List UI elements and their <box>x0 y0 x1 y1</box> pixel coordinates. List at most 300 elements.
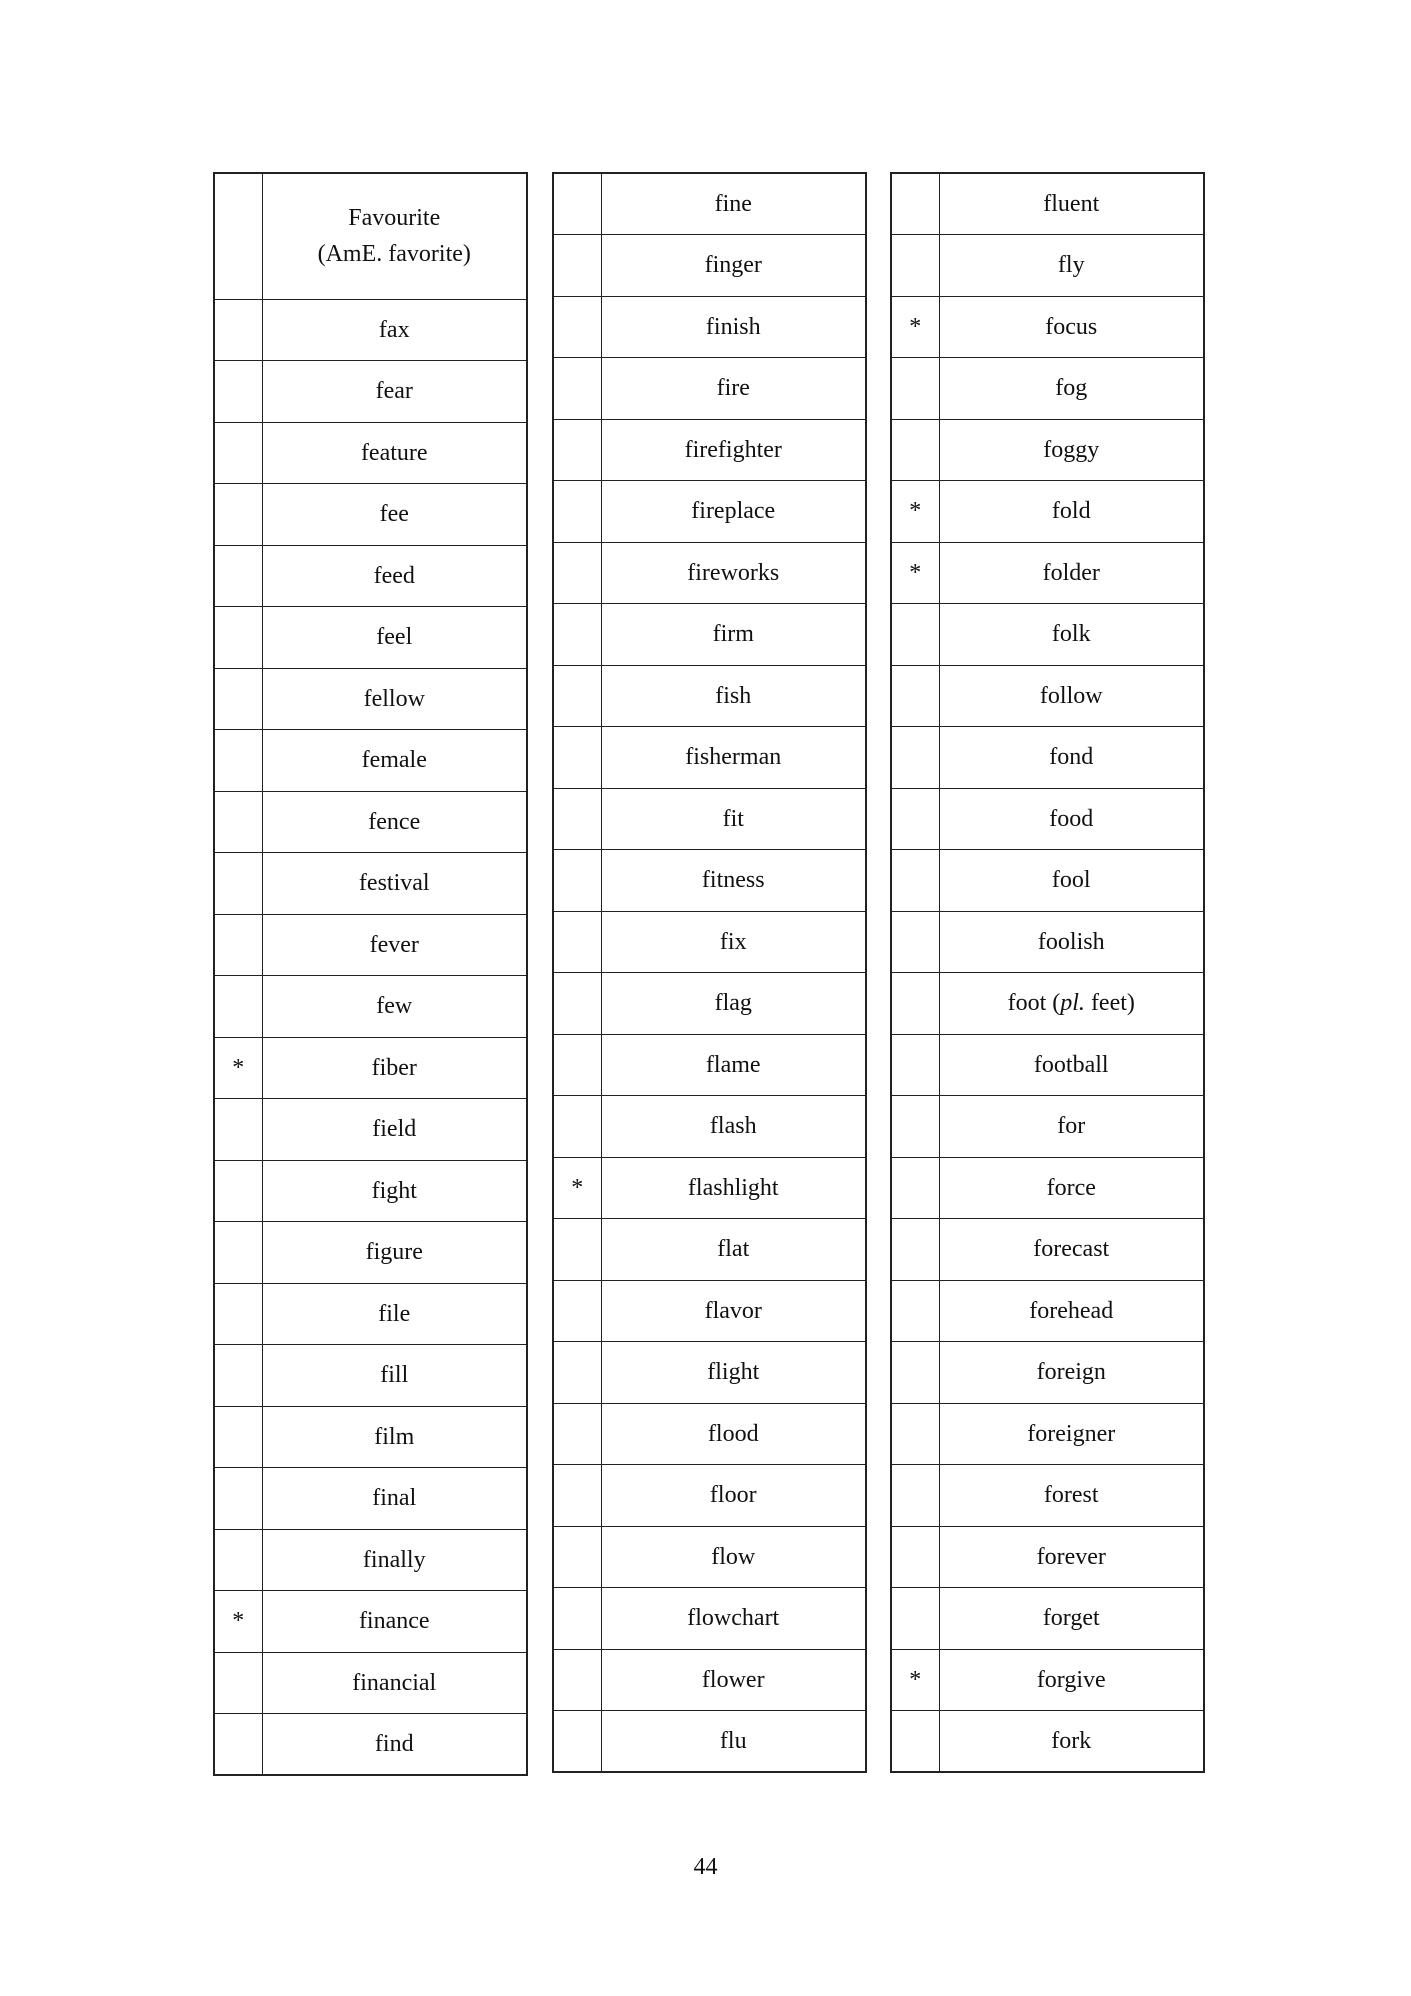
word-text: figure <box>365 1239 423 1266</box>
word-text: forgive <box>1036 1666 1106 1693</box>
word-cell <box>601 1403 866 1465</box>
star-mark-cell <box>891 788 939 850</box>
word-text: field <box>372 1116 417 1143</box>
table-row <box>214 607 527 669</box>
table-row <box>214 1345 527 1407</box>
star-mark-cell <box>553 1465 601 1527</box>
star-mark-cell <box>891 911 939 973</box>
star-mark-cell <box>891 727 939 789</box>
table-row <box>553 911 866 973</box>
word-cell <box>262 853 527 915</box>
word-text: fluent <box>1043 191 1100 217</box>
word-cell <box>939 1342 1204 1404</box>
star-mark-cell <box>214 1160 262 1222</box>
table-row <box>553 788 866 850</box>
word-cell <box>939 1465 1204 1527</box>
word-text: fee <box>379 501 409 528</box>
table-row <box>891 973 1204 1035</box>
word-cell <box>939 1588 1204 1650</box>
word-text: flash <box>709 1113 757 1140</box>
word-cell <box>601 604 866 666</box>
word-text: firefighter <box>684 436 782 463</box>
word-cell <box>939 727 1204 789</box>
star-mark-cell <box>553 296 601 358</box>
table-row <box>214 1160 527 1222</box>
word-cell <box>262 173 527 299</box>
star-mark-cell <box>214 1222 262 1284</box>
table-row <box>891 1342 1204 1404</box>
word-text: flu <box>719 1728 747 1754</box>
word-cell <box>262 545 527 607</box>
word-cell <box>939 911 1204 973</box>
word-cell <box>262 1037 527 1099</box>
table-row <box>891 173 1204 235</box>
word-text: foolish <box>1037 928 1105 955</box>
star-mark-cell <box>214 1406 262 1468</box>
word-cell <box>939 481 1204 543</box>
star-mark-cell <box>891 665 939 727</box>
table-row <box>891 1526 1204 1588</box>
star-mark-cell <box>553 419 601 481</box>
star-mark-cell <box>553 481 601 543</box>
table-row <box>553 235 866 297</box>
word-cell <box>601 850 866 912</box>
star-mark-cell <box>553 1096 601 1158</box>
word-text: few <box>376 993 413 1020</box>
word-text: fear <box>375 378 413 405</box>
word-table-column-1 <box>213 172 528 1776</box>
star-mark-cell <box>553 911 601 973</box>
word-cell <box>601 1711 866 1773</box>
table-row <box>214 1283 527 1345</box>
table-row <box>553 1526 866 1588</box>
star-mark-cell <box>891 1465 939 1527</box>
word-cell <box>601 911 866 973</box>
table-row <box>891 358 1204 420</box>
word-text: fever <box>369 931 419 958</box>
table-row <box>553 419 866 481</box>
table-row <box>891 1096 1204 1158</box>
word-cell <box>601 1465 866 1527</box>
star-mark-cell <box>214 1529 262 1591</box>
word-text: fix <box>719 928 747 955</box>
word-note-italic: pl. <box>1060 990 1085 1017</box>
word-text: flower <box>701 1666 765 1693</box>
word-text: for <box>1057 1113 1086 1140</box>
word-text: focus <box>1045 313 1098 340</box>
word-text: final <box>372 1485 417 1512</box>
table-row <box>553 1034 866 1096</box>
word-cell <box>601 235 866 297</box>
word-cell <box>262 607 527 669</box>
word-cell <box>601 1280 866 1342</box>
star-mark-cell <box>214 1099 262 1161</box>
star-mark-cell <box>214 976 262 1038</box>
word-table-column-2 <box>552 172 867 1773</box>
word-text: finance <box>358 1608 430 1635</box>
table-row <box>891 1034 1204 1096</box>
word-cell <box>601 419 866 481</box>
word-text: fiber <box>371 1054 417 1081</box>
word-text: fight <box>371 1177 417 1204</box>
word-cell <box>601 542 866 604</box>
word-text: firm <box>712 621 754 648</box>
word-cell: foot (pl. feet) <box>939 973 1204 1035</box>
word-text: floor <box>709 1482 757 1509</box>
star-mark-cell <box>891 973 939 1035</box>
table-row <box>553 1157 866 1219</box>
table-row <box>891 1711 1204 1773</box>
table-row <box>553 1403 866 1465</box>
word-table-body <box>553 173 866 1772</box>
word-cell <box>262 1160 527 1222</box>
table-row <box>891 604 1204 666</box>
table-row <box>553 173 866 235</box>
word-cell <box>939 1526 1204 1588</box>
star-mark-cell <box>553 1342 601 1404</box>
table-row <box>553 1096 866 1158</box>
word-text: flowchart <box>687 1605 780 1632</box>
star-mark-cell <box>891 1157 939 1219</box>
word-text: flashlight <box>687 1174 779 1201</box>
word-text: finally <box>362 1546 426 1573</box>
word-cell <box>939 1403 1204 1465</box>
word-cell <box>601 173 866 235</box>
word-text-line2: (AmE. favorite) <box>317 241 471 268</box>
star-mark-cell <box>214 914 262 976</box>
table-row <box>891 481 1204 543</box>
word-text: fool <box>1051 867 1091 894</box>
word-text: fellow <box>363 685 425 712</box>
star-mark-cell <box>553 973 601 1035</box>
word-cell <box>601 1526 866 1588</box>
word-cell <box>601 788 866 850</box>
table-row <box>553 1280 866 1342</box>
word-cell <box>939 1280 1204 1342</box>
star-mark-cell <box>553 1526 601 1588</box>
word-cell <box>262 1591 527 1653</box>
table-row <box>214 1099 527 1161</box>
word-cell <box>939 1649 1204 1711</box>
word-cell <box>601 1342 866 1404</box>
star-mark-cell: * <box>214 1591 262 1653</box>
word-cell <box>262 1529 527 1591</box>
table-row <box>214 914 527 976</box>
star-mark-cell <box>553 1403 601 1465</box>
word-text: fog <box>1055 375 1088 402</box>
table-row <box>214 1652 527 1714</box>
star-mark-cell <box>214 545 262 607</box>
word-cell <box>601 1157 866 1219</box>
table-row <box>553 1649 866 1711</box>
word-cell <box>262 668 527 730</box>
word-text: finish <box>705 313 761 340</box>
word-text: flame <box>705 1051 761 1078</box>
star-mark-cell: * <box>891 481 939 543</box>
word-cell <box>262 1345 527 1407</box>
word-text: fit <box>722 805 744 832</box>
table-row <box>214 299 527 361</box>
word-table-column-3 <box>890 172 1205 1773</box>
table-row <box>214 853 527 915</box>
word-cell <box>939 1219 1204 1281</box>
table-row <box>214 422 527 484</box>
table-row <box>553 1465 866 1527</box>
word-text: fax <box>378 316 410 343</box>
table-row <box>891 542 1204 604</box>
star-mark-cell <box>553 850 601 912</box>
table-row <box>553 1219 866 1281</box>
table-row <box>553 604 866 666</box>
star-mark-cell <box>553 358 601 420</box>
word-text: feed <box>373 562 415 589</box>
word-text: food <box>1049 805 1094 832</box>
word-text: forest <box>1043 1482 1099 1509</box>
star-mark-cell <box>214 607 262 669</box>
word-text: fence <box>368 808 421 835</box>
word-text: Favourite <box>348 205 441 232</box>
star-mark-cell <box>891 1034 939 1096</box>
word-text: fire <box>716 375 750 402</box>
table-row <box>891 1280 1204 1342</box>
table-row <box>891 296 1204 358</box>
word-cell <box>601 1096 866 1158</box>
word-cell <box>939 788 1204 850</box>
word-text: follow <box>1039 682 1103 709</box>
table-row <box>214 1468 527 1530</box>
star-mark-cell <box>553 1034 601 1096</box>
word-text: fitness <box>701 867 765 894</box>
word-cell <box>601 665 866 727</box>
word-text: folder <box>1042 559 1100 586</box>
word-text: folk <box>1051 621 1091 648</box>
star-mark-cell <box>553 173 601 235</box>
table-row <box>214 1406 527 1468</box>
word-text: fisherman <box>685 744 782 771</box>
star-mark-cell <box>891 1219 939 1281</box>
word-cell <box>601 1219 866 1281</box>
star-mark-cell: * <box>214 1037 262 1099</box>
word-text: financial <box>352 1669 437 1696</box>
word-cell <box>939 1711 1204 1773</box>
table-row <box>553 1342 866 1404</box>
star-mark-cell <box>891 358 939 420</box>
word-cell <box>262 1652 527 1714</box>
word-text: flight <box>707 1359 760 1386</box>
word-cell <box>939 173 1204 235</box>
word-cell <box>939 358 1204 420</box>
word-text: feature <box>360 439 428 466</box>
word-cell <box>601 973 866 1035</box>
word-cell <box>939 419 1204 481</box>
star-mark-cell <box>214 668 262 730</box>
table-row <box>553 1711 866 1773</box>
star-mark-cell <box>553 788 601 850</box>
table-row <box>891 1465 1204 1527</box>
table-row <box>891 727 1204 789</box>
word-cell <box>939 604 1204 666</box>
table-row <box>214 791 527 853</box>
word-cell <box>262 914 527 976</box>
word-cell <box>262 791 527 853</box>
table-row <box>891 850 1204 912</box>
word-cell <box>601 481 866 543</box>
table-row <box>891 1157 1204 1219</box>
word-text: foggy <box>1043 436 1100 463</box>
star-mark-cell: * <box>891 542 939 604</box>
word-text: female <box>361 747 427 774</box>
word-cell <box>601 358 866 420</box>
star-mark-cell <box>214 791 262 853</box>
star-mark-cell <box>553 1649 601 1711</box>
star-mark-cell: * <box>891 1649 939 1711</box>
word-cell <box>262 422 527 484</box>
star-mark-cell <box>214 1652 262 1714</box>
word-text: feel <box>376 624 413 651</box>
word-text: film <box>374 1423 415 1450</box>
star-mark-cell <box>553 665 601 727</box>
table-row <box>891 788 1204 850</box>
word-cell <box>262 1714 527 1776</box>
word-text: football <box>1033 1051 1109 1078</box>
word-text: festival <box>358 870 430 897</box>
word-text: fish <box>715 682 752 709</box>
word-text: force <box>1046 1174 1096 1201</box>
table-row <box>553 1588 866 1650</box>
word-cell <box>262 976 527 1038</box>
star-mark-cell <box>553 542 601 604</box>
word-text: fold <box>1051 498 1091 525</box>
word-cell <box>939 665 1204 727</box>
word-text: fork <box>1051 1728 1092 1754</box>
word-text: fireworks <box>687 559 780 586</box>
word-cell <box>601 1034 866 1096</box>
word-text: fill <box>380 1362 409 1389</box>
table-row <box>553 665 866 727</box>
table-row <box>214 1222 527 1284</box>
star-mark-cell <box>214 299 262 361</box>
word-text: find <box>374 1731 414 1757</box>
star-mark-cell <box>891 1403 939 1465</box>
star-mark-cell <box>214 730 262 792</box>
word-text: forehead <box>1029 1297 1114 1324</box>
table-row <box>214 976 527 1038</box>
table-row <box>891 1649 1204 1711</box>
word-cell <box>262 361 527 423</box>
word-text: flavor <box>704 1297 762 1324</box>
word-text: flat <box>717 1236 750 1263</box>
star-mark-cell <box>891 1096 939 1158</box>
table-row <box>214 1714 527 1776</box>
word-text: file <box>378 1300 411 1327</box>
word-table-body <box>891 173 1204 1772</box>
page-number: 44 <box>693 1854 718 1880</box>
star-mark-cell <box>214 1468 262 1530</box>
table-row <box>214 668 527 730</box>
star-mark-cell <box>214 422 262 484</box>
star-mark-cell <box>891 1342 939 1404</box>
table-row <box>214 730 527 792</box>
star-mark-cell <box>891 235 939 297</box>
word-text: fine <box>714 191 752 217</box>
word-text: foot <box>1007 990 1047 1017</box>
table-row <box>214 173 527 299</box>
star-mark-cell <box>891 173 939 235</box>
table-row <box>891 235 1204 297</box>
word-cell <box>939 542 1204 604</box>
star-mark-cell <box>891 1280 939 1342</box>
word-cell <box>262 484 527 546</box>
star-mark-cell <box>214 1283 262 1345</box>
word-cell <box>939 1096 1204 1158</box>
word-cell <box>262 1468 527 1530</box>
star-mark-cell <box>553 1588 601 1650</box>
star-mark-cell <box>553 604 601 666</box>
table-row <box>214 1037 527 1099</box>
word-text: finger <box>704 252 762 279</box>
table-row <box>891 1403 1204 1465</box>
word-text: flag <box>714 990 752 1017</box>
word-cell <box>939 235 1204 297</box>
star-mark-cell <box>553 1280 601 1342</box>
table-row <box>214 1591 527 1653</box>
word-cell <box>262 1406 527 1468</box>
star-mark-cell <box>891 850 939 912</box>
word-text: foreigner <box>1027 1420 1116 1447</box>
table-row <box>214 1529 527 1591</box>
table-row <box>553 727 866 789</box>
word-text: forget <box>1042 1605 1100 1632</box>
word-cell <box>262 1099 527 1161</box>
word-cell <box>939 1034 1204 1096</box>
star-mark-cell <box>553 727 601 789</box>
star-mark-cell <box>553 1219 601 1281</box>
table-row <box>214 361 527 423</box>
word-cell <box>939 1157 1204 1219</box>
star-mark-cell <box>214 1345 262 1407</box>
word-cell <box>601 727 866 789</box>
word-cell <box>262 730 527 792</box>
star-mark-cell <box>891 604 939 666</box>
star-mark-cell <box>214 173 262 299</box>
table-row <box>214 545 527 607</box>
word-cell <box>939 296 1204 358</box>
star-mark-cell <box>891 1588 939 1650</box>
star-mark-cell <box>214 484 262 546</box>
table-row <box>553 296 866 358</box>
star-mark-cell <box>553 1711 601 1773</box>
star-mark-cell <box>214 1714 262 1776</box>
table-row <box>891 1588 1204 1650</box>
word-cell <box>262 1283 527 1345</box>
word-text: fly <box>1057 252 1085 279</box>
table-row <box>891 1219 1204 1281</box>
table-row <box>891 665 1204 727</box>
word-text: flood <box>707 1420 759 1447</box>
word-text: forecast <box>1033 1236 1110 1263</box>
word-cell <box>601 1649 866 1711</box>
star-mark-cell: * <box>553 1157 601 1219</box>
word-text: fond <box>1049 744 1094 771</box>
word-table-body <box>214 173 527 1775</box>
star-mark-cell <box>891 1526 939 1588</box>
word-cell <box>601 1588 866 1650</box>
word-text: fireplace <box>691 498 776 525</box>
word-cell <box>601 296 866 358</box>
word-cell <box>939 850 1204 912</box>
star-mark-cell <box>891 1711 939 1773</box>
star-mark-cell <box>214 853 262 915</box>
